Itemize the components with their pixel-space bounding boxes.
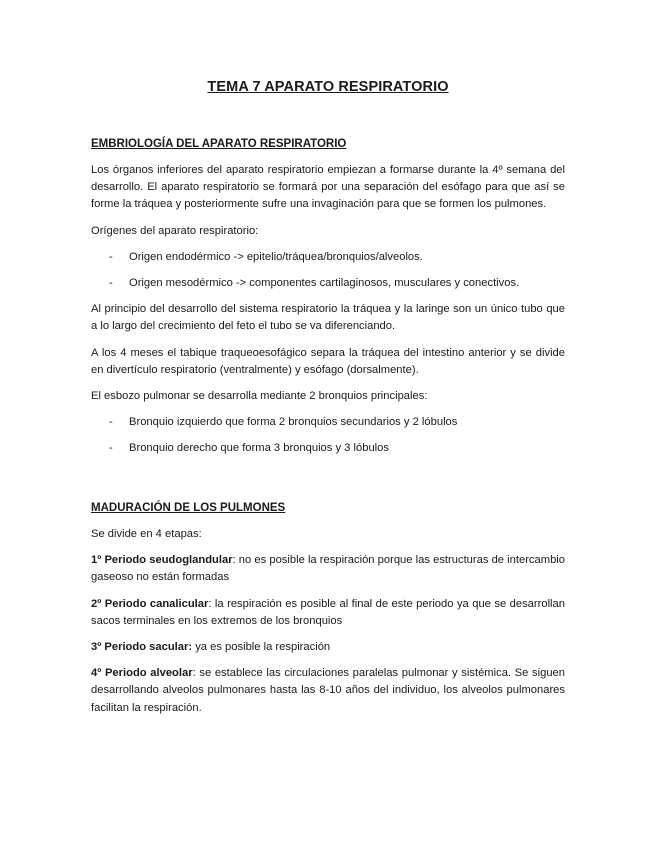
- paragraph: El esbozo pulmonar se desarrolla mediante 2 bronquios principales:: [91, 390, 428, 403]
- paragraph: Al principio del desarrollo del sistema respiratorio la tráquea y la laringe son un único tubo que a lo largo del crecimiento del feto el tubo se va diferenciando.: [91, 303, 565, 333]
- stage-paragraph: [91, 552, 565, 586]
- stage-label: 2º Periodo canalicular: [91, 597, 209, 610]
- list-item: [91, 275, 565, 292]
- stage-text: : la respiración es posible al final de este periodo ya que se desarrollan sacos terminales en los extremos de los bronquios: [91, 597, 565, 627]
- list-item-text: Origen endodérmico -> epitelio/tráquea/bronquios/alveolos.: [129, 250, 423, 263]
- stage-paragraph: [91, 665, 565, 717]
- list-item-text: Origen mesodérmico -> componentes cartilaginosos, musculares y conectivos.: [129, 277, 520, 290]
- list-item-text: Bronquio derecho que forma 3 bronquios y 3 lóbulos: [129, 442, 389, 455]
- paragraph: A los 4 meses el tabique traqueoesofágico separa la tráquea del intestino anterior y se divide en divertículo respiratorio (ventralmente) y esófago (dorsalmente).: [91, 346, 565, 376]
- dash-bullet: -: [109, 277, 113, 290]
- paragraph: Se divide en 4 etapas:: [91, 528, 202, 540]
- list-item: [91, 440, 565, 457]
- section-maduracion: [91, 500, 565, 726]
- section-heading-embriologia: EMBRIOLOGÍA DEL APARATO RESPIRATORIO: [91, 138, 347, 150]
- paragraph: Los órganos inferiores del aparato respiratorio empiezan a formarse durante la 4º semana del desarrollo. El aparato respiratorio se formará por una separación del esófago para que así se forme la tráquea y posteriormente sufre una invaginación para que se formen los pulmones.: [91, 164, 565, 211]
- stage-paragraph: [91, 596, 565, 630]
- stage-label: 4º Periodo alveolar: [91, 667, 193, 680]
- bronchi-list: [91, 414, 565, 457]
- stage-paragraph: [91, 639, 565, 656]
- stage-label: 3º Periodo sacular:: [91, 641, 193, 654]
- list-item-text: Bronquio izquierdo que forma 2 bronquios secundarios y 2 lóbulos: [129, 416, 458, 429]
- section-embriologia: [91, 136, 565, 467]
- dash-bullet: -: [109, 416, 113, 429]
- list-item: [91, 414, 565, 431]
- stage-label: 1º Periodo seudoglandular: [91, 554, 233, 567]
- stage-text: : se establece las circulaciones paralelas pulmonar y sistémica. Se siguen desarrollando alveolos pulmonares hasta las 8-10 años del individuo, los alveolos pulmonares facilitan la respiración.: [91, 667, 565, 714]
- stage-text: ya es posible la respiración: [192, 641, 331, 654]
- origins-list: [91, 249, 565, 292]
- dash-bullet: -: [109, 442, 113, 455]
- list-item: [91, 249, 565, 266]
- dash-bullet: -: [109, 250, 113, 263]
- stage-text: : no es posible la respiración porque las estructuras de intercambio gaseoso no están formadas: [91, 554, 565, 584]
- paragraph: Orígenes del aparato respiratorio:: [91, 224, 259, 237]
- section-heading-maduracion: MADURACIÓN DE LOS PULMONES: [91, 502, 286, 514]
- document-title: TEMA 7 APARATO RESPIRATORIO: [207, 79, 449, 95]
